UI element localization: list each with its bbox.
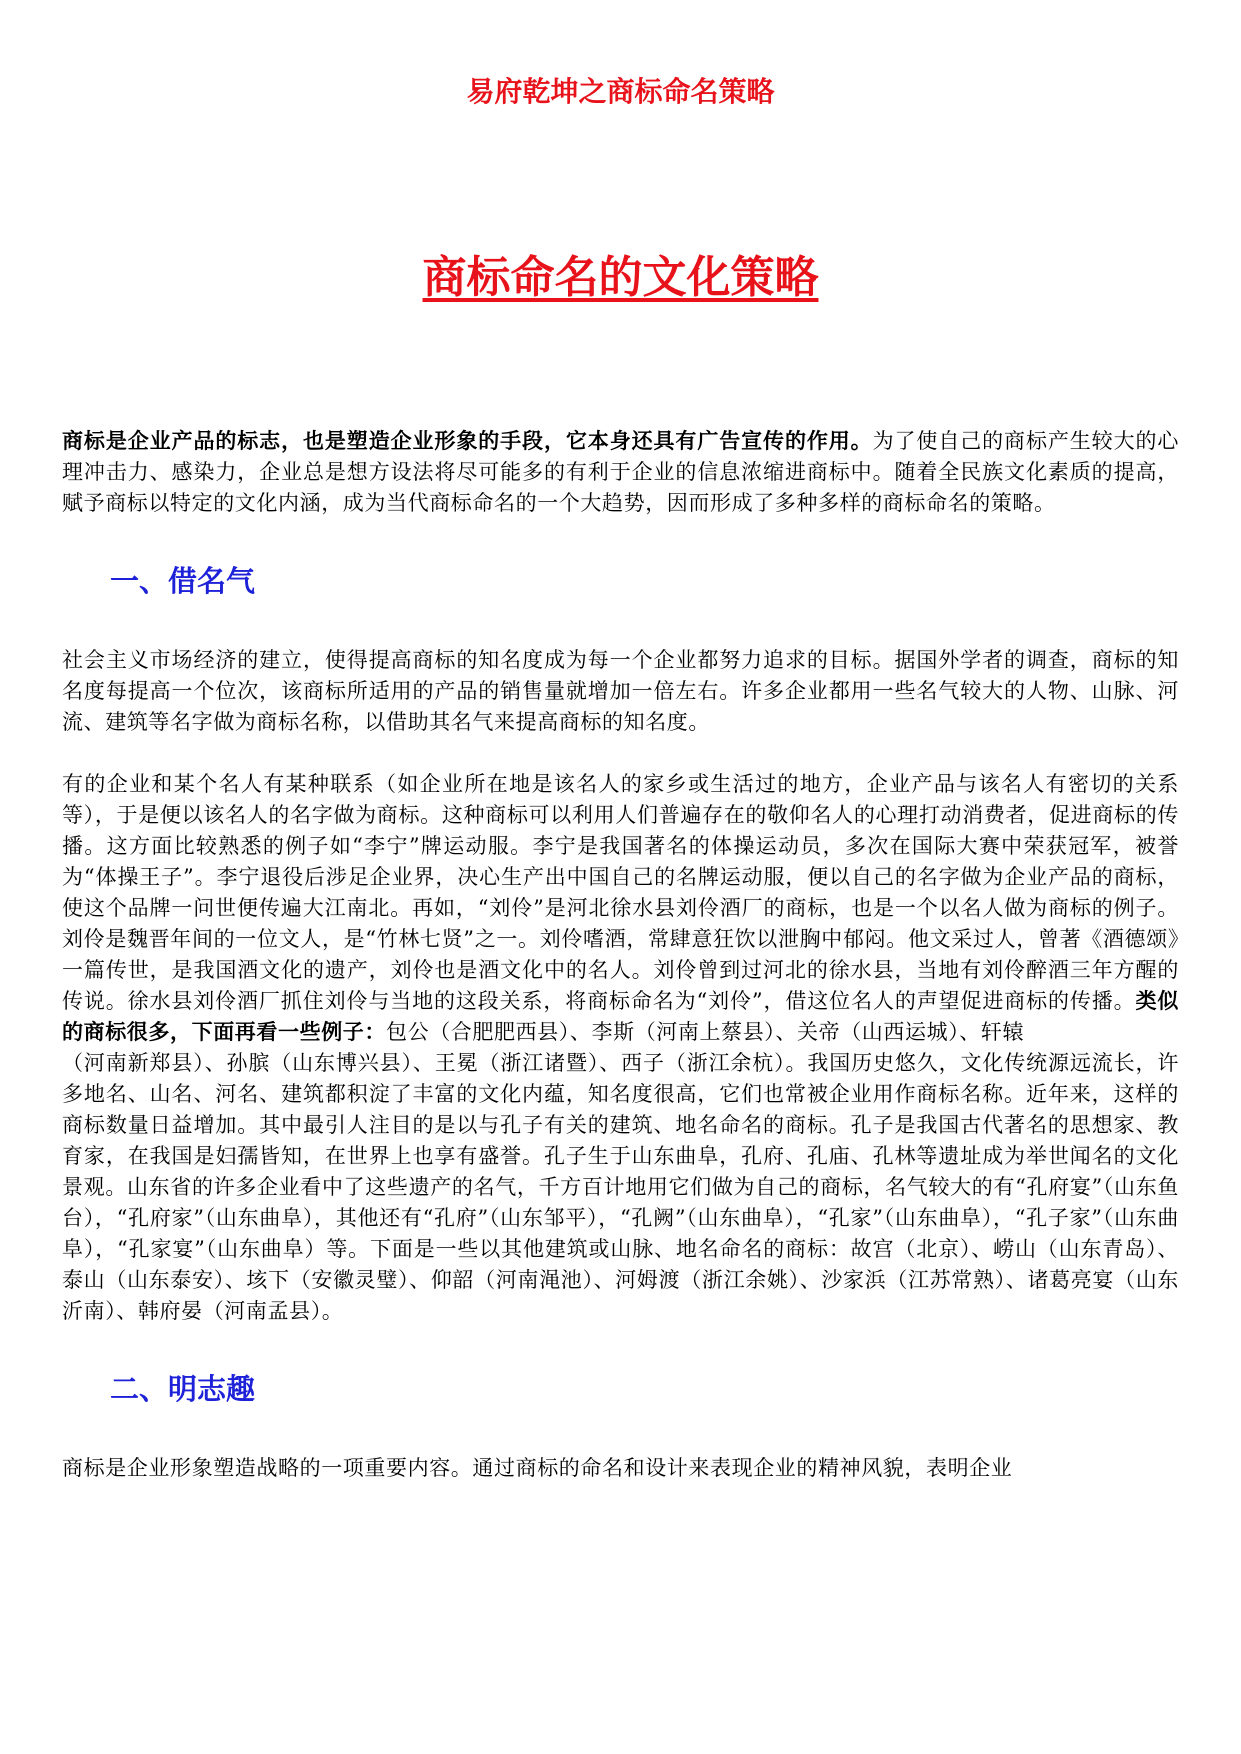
section1-paragraph-2-tail: 包公（合肥肥西县）、李斯（河南上蔡县）、关帝（山西运城）、轩辕 [386, 1020, 1025, 1044]
section1-paragraph-2 [62, 769, 1179, 1048]
section-heading-1: 一、借名气 [110, 564, 256, 598]
section2-paragraph-1: 商标是企业形象塑造战略的一项重要内容。通过商标的命名和设计来表现企业的精神风貌，表明企业 [62, 1456, 1013, 1480]
intro-text: 为了使自己的商标产生较大的心理冲击力、感染力，企业总是想方设法将尽可能多的有利于企业的信息浓缩进商标中。随着全民族文化素质的提高，赋予商标以特定的文化内涵，成为当代商标命名的一个大趋势，因而形成了多种多样的商标命名的策略。 [62, 429, 1179, 515]
section1-paragraph-3: （河南新郑县）、孙膑（山东博兴县）、王冕（浙江诸暨）、西子（浙江余杭）。我国历史悠久，文化传统源远流长，许多地名、山名、河名、建筑都积淀了丰富的文化内蕴，知名度很高，它们也常被企业用作商标名称。近年来，这样的商标数量日益增加。其中最引人注目的是以与孔子有关的建筑、地名命名的商标。孔子是我国古代著名的思想家、教育家，在我国是妇孺皆知，在世界上也享有盛誉。孔子生于山东曲阜，孔府、孔庙、孔林等遗址成为举世闻名的文化景观。山东省的许多企业看中了这些遗产的名气，千方百计地用它们做为自己的商标，名气较大的有“孔府宴”（山东鱼台），“孔府家”（山东曲阜），其他还有“孔府”（山东邹平），“孔阙”（山东曲阜），“孔家”（山东曲阜），“孔子家”（山东曲阜），“孔家宴”（山东曲阜）等。下面是一些以其他建筑或山脉、地名命名的商标：故宫（北京）、崂山（山东青岛）、泰山（山东泰安）、垓下（安徽灵璧）、仰韶（河南渑池）、河姆渡（浙江余姚）、沙家浜（江苏常熟）、诸葛亮宴（山东沂南）、韩府晏（河南孟县）。 [62, 1051, 1179, 1323]
intro-bold-text: 商标是企业产品的标志，也是塑造企业形象的手段，它本身还具有广告宣传的作用。 [62, 429, 873, 453]
section1-paragraph-2-text: 有的企业和某个名人有某种联系（如企业所在地是该名人的家乡或生活过的地方，企业产品与该名人有密切的关系等），于是便以该名人的名字做为商标。这种商标可以利用人们普遍存在的敬仰名人的心理打动消费者，促进商标的传播。这方面比较熟悉的例子如“李宁”牌运动服。李宁是我国著名的体操运动员，多次在国际大赛中荣获冠军，被誉为“体操王子”。李宁退役后涉足企业界，决心生产出中国自己的名牌运动服，便以自己的名字做为企业产品的商标，使这个品牌一问世便传遍大江南北。再如，“刘伶”是河北徐水县刘伶酒厂的商标，也是一个以名人做为商标的例子。刘伶是魏晋年间的一位文人，是“竹林七贤”之一。刘伶嗜酒，常肆意狂饮以泄胸中郁闷。他文采过人，曾著《酒德颂》一篇传世，是我国酒文化的遗产，刘伶也是酒文化中的名人。刘伶曾到过河北的徐水县，当地有刘伶醉酒三年方醒的传说。徐水县刘伶酒厂抓住刘伶与当地的这段关系，将商标命名为“刘伶”，借这位名人的声望促进商标的传播。 [62, 772, 1179, 1013]
section1-paragraph-2-bold: 类似的商标很多，下面再看一些例子： [62, 989, 1179, 1044]
section1-paragraph-1: 社会主义市场经济的建立，使得提高商标的知名度成为每一个企业都努力追求的目标。据国外学者的调查，商标的知名度每提高一个位次，该商标所适用的产品的销售量就增加一倍左右。许多企业都用一些名气较大的人物、山脉、河流、建筑等名字做为商标名称，以借助其名气来提高商标的知名度。 [62, 648, 1179, 734]
header-title: 易府乾坤之商标命名策略 [466, 75, 775, 108]
document-title: 商标命名的文化策略 [422, 252, 819, 303]
intro-paragraph [62, 426, 1179, 519]
section-heading-2: 二、明志趣 [110, 1372, 256, 1406]
